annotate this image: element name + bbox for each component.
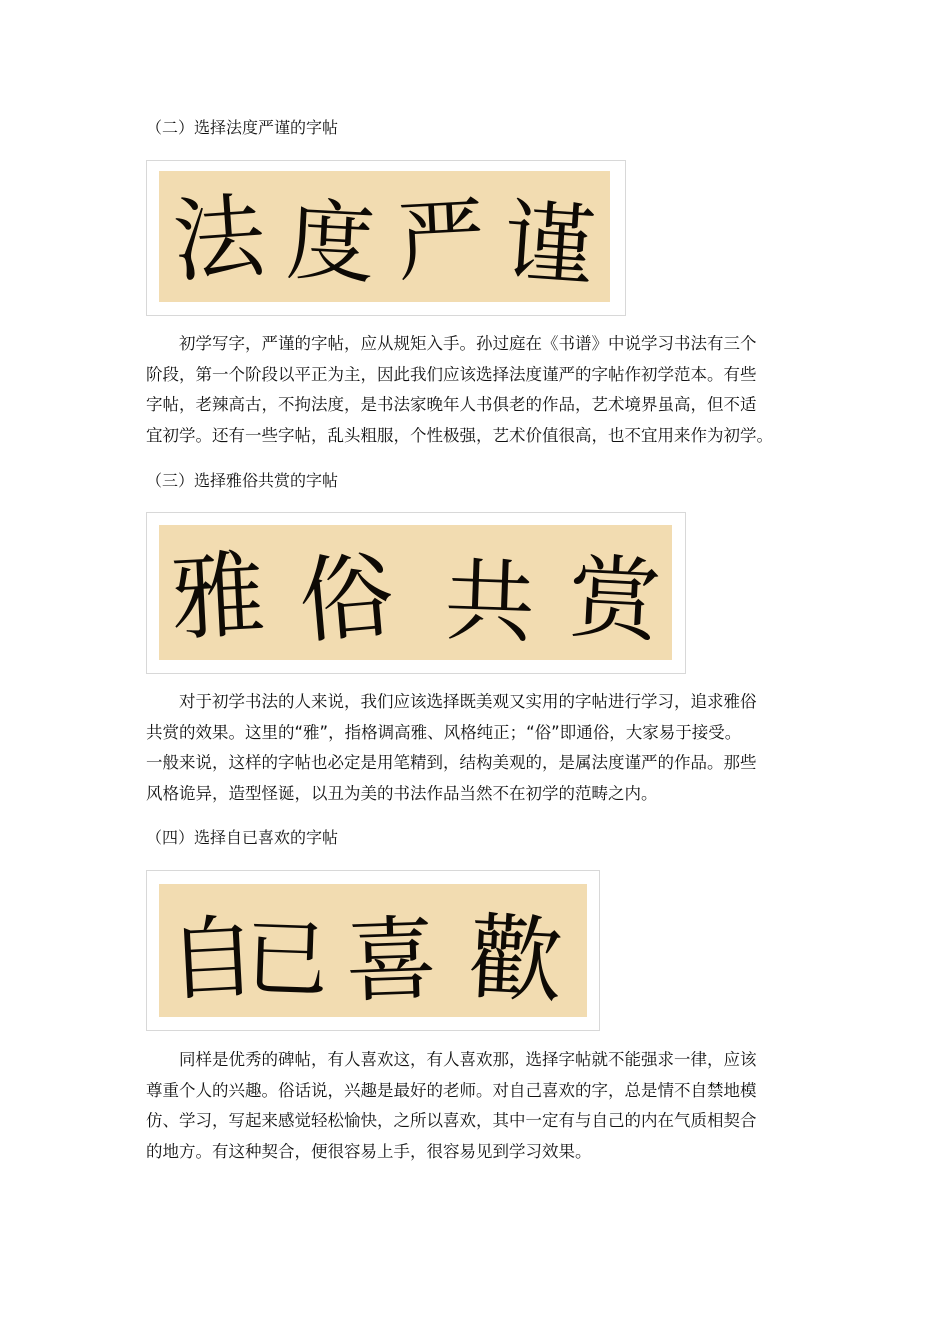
- paragraph-line: 字帖，老辣高古，不拘法度，是书法家晚年人书俱老的作品，艺术境界虽高，但不适: [146, 395, 757, 414]
- calligraphy-char: 严: [394, 186, 488, 295]
- calligraphy-char: 共: [442, 548, 537, 657]
- paragraph-line: 仿、学习，写起来感觉轻松愉快，之所以喜欢，其中一定有与自己的内在气质相契合: [146, 1111, 757, 1130]
- section-heading-2: （二）选择法度严谨的字帖: [146, 118, 339, 137]
- paragraph-line: 尊重个人的兴趣。俗话说，兴趣是最好的老师。对自己喜欢的字，总是情不自禁地模: [146, 1080, 757, 1100]
- calligraphy-char: 度: [284, 188, 378, 297]
- calligraphy-image-ziji-xihuan: [146, 870, 600, 1031]
- paragraph-line: 的地方。有这种契合，便很容易上手，很容易见到学习效果。: [146, 1141, 592, 1161]
- paragraph-line: 同样是优秀的碑帖，有人喜欢这，有人喜欢那，选择字帖就不能强求一律，应该: [179, 1050, 757, 1069]
- section-heading-4: （四）选择自已喜欢的字帖: [146, 828, 339, 847]
- calligraphy-char: 自: [164, 904, 260, 1015]
- paragraph-line: 风格诡异，造型怪诞，以丑为美的书法作品当然不在初学的范畴之内。: [146, 783, 658, 803]
- section-heading-3: （三）选择雅俗共赏的字帖: [146, 471, 339, 490]
- calligraphy-char: 雅: [168, 540, 268, 655]
- calligraphy-image-yasu-gongshang: [146, 512, 686, 674]
- calligraphy-char: 谨: [500, 188, 598, 301]
- paragraph-line: 共赏的效果。这里的“雅”，指格调高雅、风格纯正；“俗”即通俗，大家易于接受。: [146, 722, 742, 742]
- calligraphy-char: 喜: [343, 905, 440, 1016]
- calligraphy-char: 法: [169, 182, 269, 296]
- paragraph-line: 宜初学。还有一些字帖，乱头粗服，个性极强，艺术价值很高，也不宜用来作为初学。: [146, 425, 773, 445]
- calligraphy-svg: [159, 525, 672, 660]
- calligraphy-image-fadu-yanjin: [146, 160, 626, 316]
- calligraphy-char: 歡: [465, 903, 566, 1017]
- paragraph-line: 一般来说，这样的字帖也必定是用笔精到，结构美观的，是属法度谨严的作品。那些: [146, 753, 757, 772]
- calligraphy-plaque: [159, 525, 672, 660]
- calligraphy-svg: [159, 171, 610, 302]
- calligraphy-svg: [159, 884, 587, 1017]
- calligraphy-plaque: [159, 884, 587, 1017]
- paragraph-3: [146, 687, 757, 809]
- paragraph-line: 初学写字，严谨的字帖，应从规矩入手。孙过庭在《书谱》中说学习书法有三个: [179, 334, 757, 353]
- calligraphy-char: 已: [243, 908, 331, 1010]
- calligraphy-char: 赏: [566, 543, 664, 656]
- calligraphy-char: 俗: [294, 540, 398, 658]
- paragraph-4: [146, 1045, 757, 1167]
- paragraph-line: 阶段，第一个阶段以平正为主，因此我们应该选择法度谨严的字帖作初学范本。有些: [146, 364, 757, 384]
- paragraph-line: 对于初学书法的人来说，我们应该选择既美观又实用的字帖进行学习，追求雅俗: [179, 692, 757, 711]
- paragraph-2: [146, 329, 773, 451]
- calligraphy-plaque: [159, 171, 610, 302]
